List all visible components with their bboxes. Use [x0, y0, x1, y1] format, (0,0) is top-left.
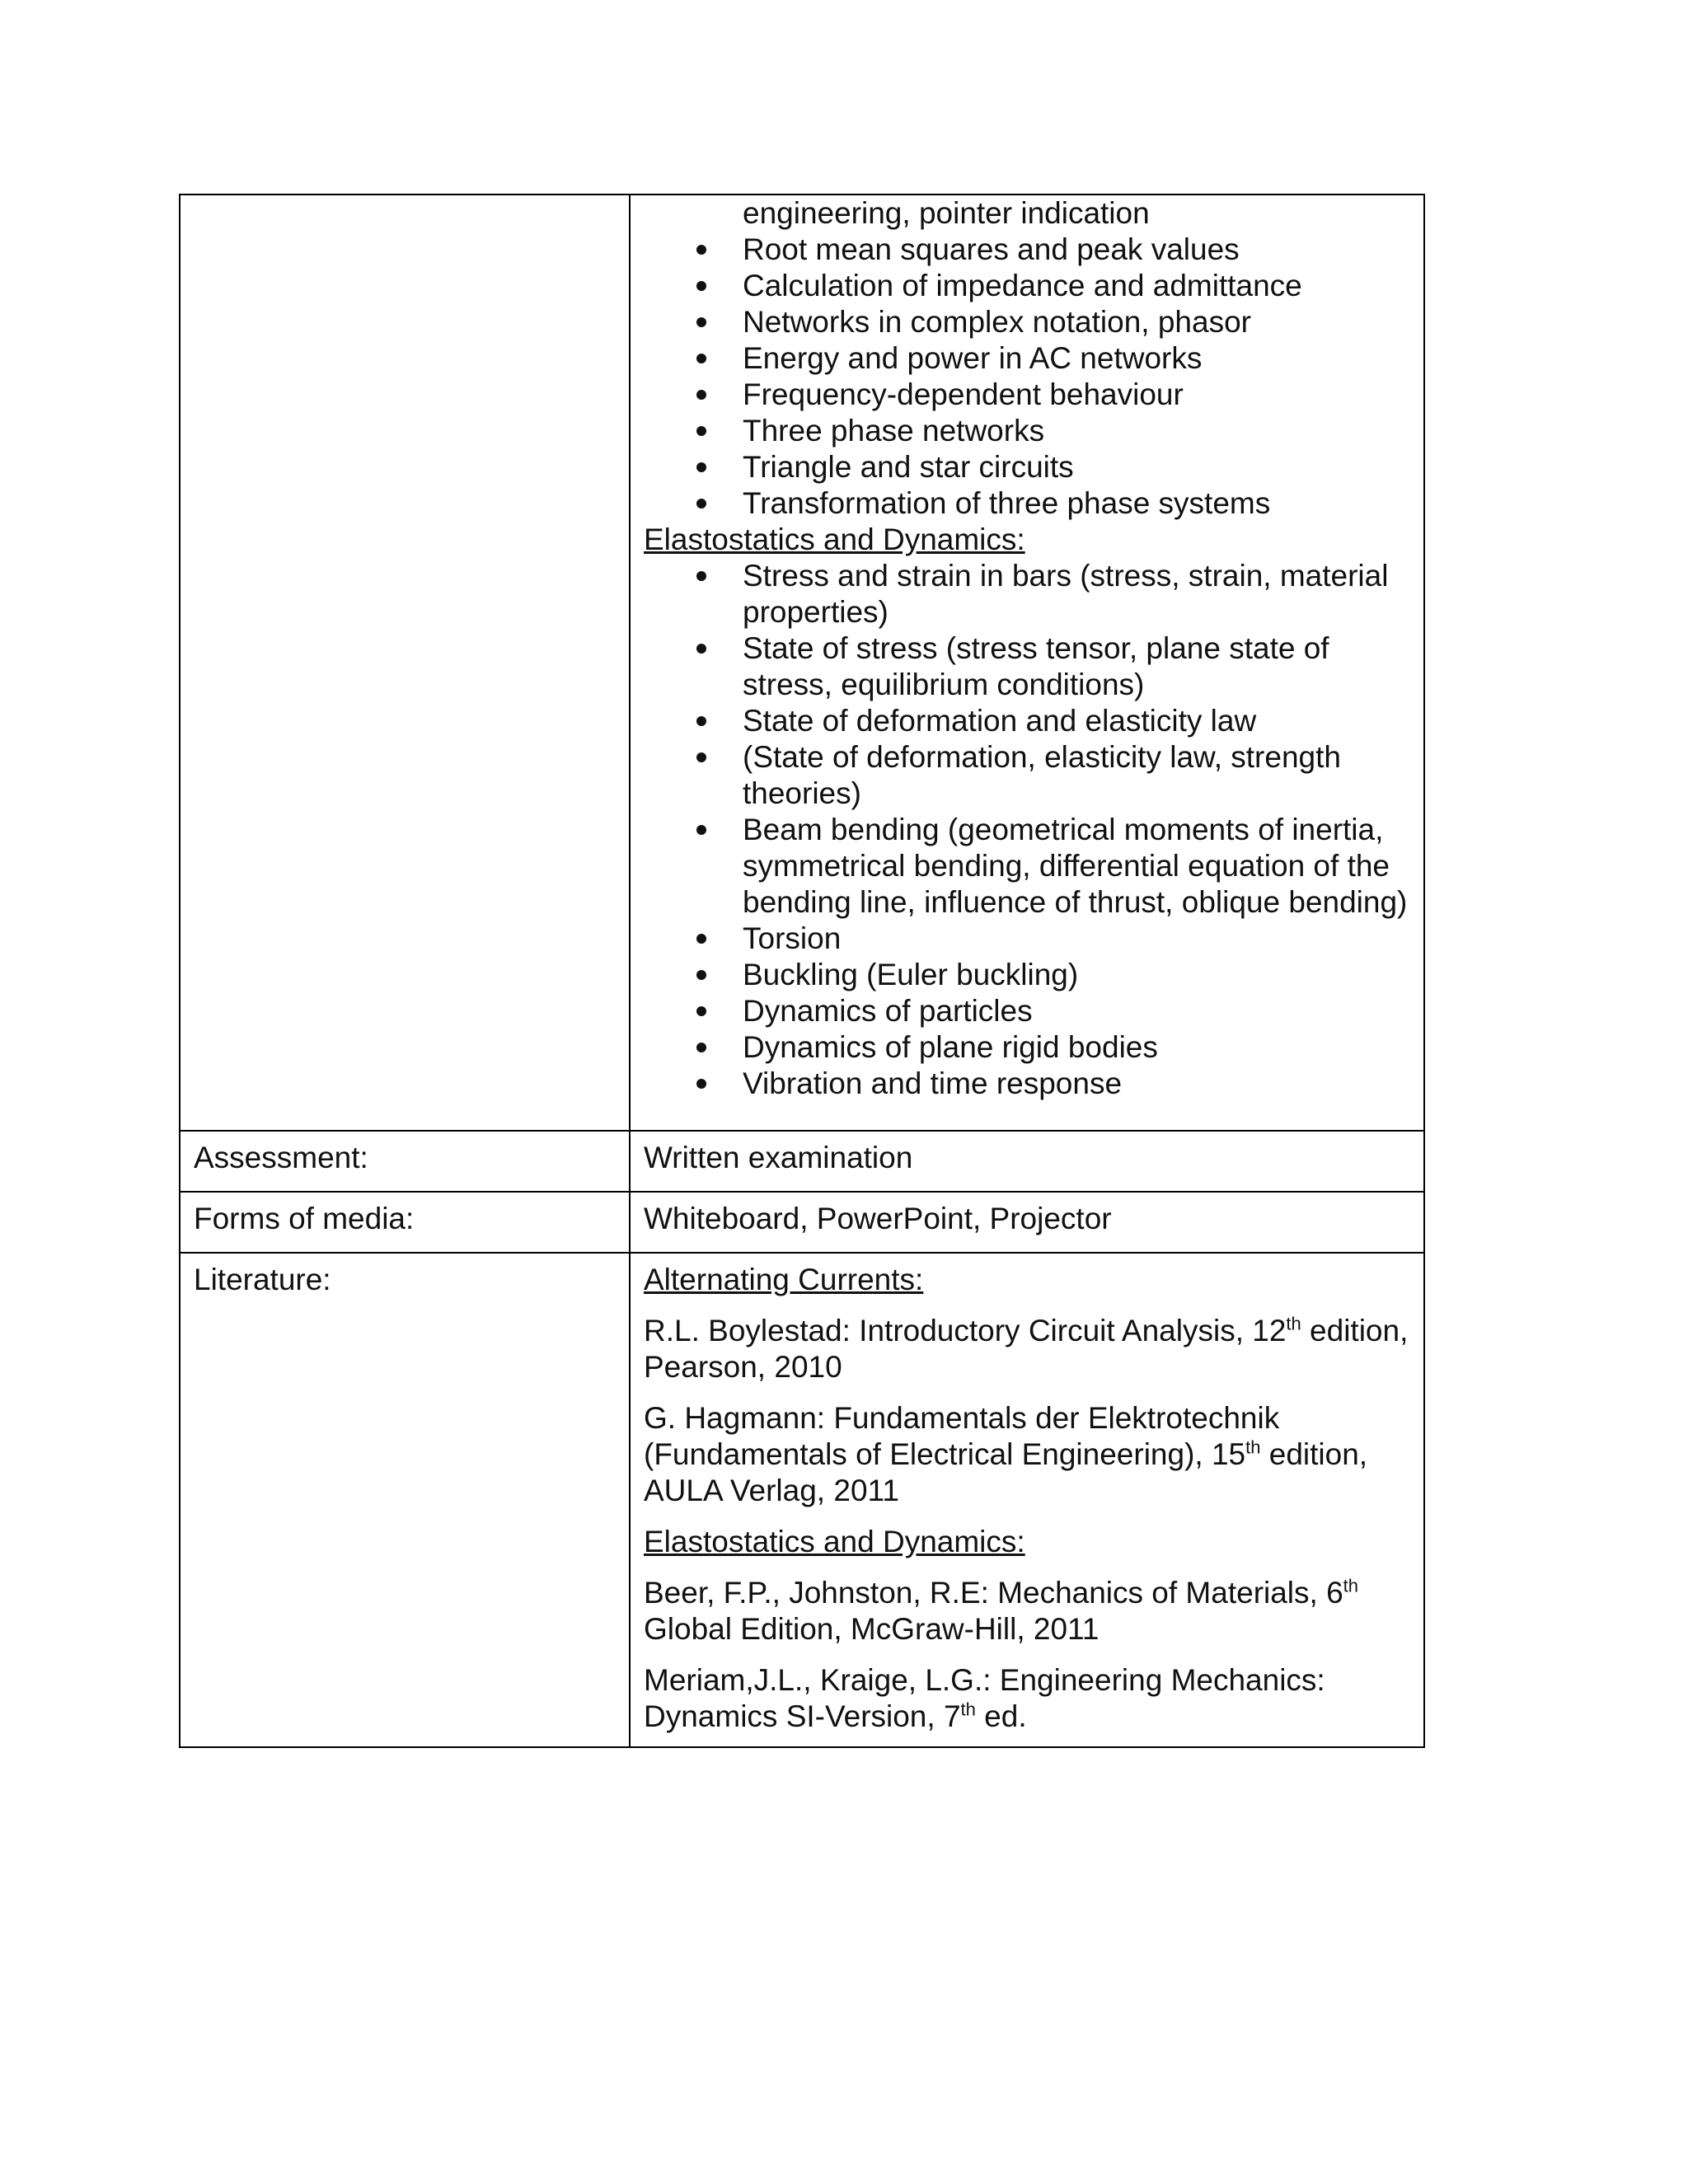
elastostatics-topic-list [644, 558, 1409, 1102]
literature-ac-heading: Alternating Currents: [644, 1263, 924, 1296]
media-label: Forms of media: [180, 1192, 630, 1253]
bullet-icon [696, 1079, 706, 1089]
bullet-icon [696, 970, 706, 980]
list-item: Buckling (Euler buckling) [743, 957, 1409, 993]
assessment-value: Written examination [630, 1131, 1424, 1192]
list-item: Energy and power in AC networks [743, 340, 1409, 377]
literature-reference: Meriam,J.L., Kraige, L.G.: Engineering Mechanics: Dynamics SI-Version, 7th ed. [644, 1663, 1325, 1733]
literature-elastostatics-heading: Elastostatics and Dynamics: [644, 1525, 1025, 1558]
bullet-icon [696, 934, 706, 944]
list-item: Calculation of impedance and admittance [743, 268, 1409, 304]
list-item: Torsion [743, 921, 1409, 957]
bullet-icon [696, 644, 706, 654]
bullet-icon [696, 390, 706, 400]
assessment-row [180, 1131, 1424, 1192]
content-row [180, 194, 1424, 1131]
bullet-icon [696, 462, 706, 472]
media-row [180, 1192, 1424, 1253]
list-item: Dynamics of plane rigid bodies [743, 1029, 1409, 1066]
list-item: Stress and strain in bars (stress, strain, material properties) [743, 558, 1409, 630]
module-table [179, 194, 1425, 1748]
bullet-icon [696, 245, 706, 255]
bullet-icon [696, 716, 706, 726]
list-item: State of deformation and elasticity law [743, 703, 1409, 739]
bullet-icon [696, 571, 706, 581]
list-item: (State of deformation, elasticity law, strength theories) [743, 739, 1409, 812]
bullet-icon [696, 426, 706, 436]
ac-topic-list [644, 232, 1409, 522]
bullet-icon [696, 354, 706, 363]
bullet-icon [696, 1043, 706, 1052]
literature-cell [630, 1253, 1424, 1747]
list-item: Networks in complex notation, phasor [743, 304, 1409, 340]
list-item: Triangle and star circuits [743, 449, 1409, 485]
list-item: Three phase networks [743, 413, 1409, 449]
list-item: Root mean squares and peak values [743, 232, 1409, 268]
list-item: Beam bending (geometrical moments of inertia, symmetrical bending, differential equation of the bending line, influence of thrust, oblique bending) [743, 812, 1409, 921]
media-value: Whiteboard, PowerPoint, Projector [630, 1192, 1424, 1253]
bullet-icon [696, 752, 706, 762]
list-item: Vibration and time response [743, 1066, 1409, 1102]
list-item: Frequency-dependent behaviour [743, 377, 1409, 413]
literature-reference: Beer, F.P., Johnston, R.E: Mechanics of Materials, 6th Global Edition, McGraw-Hill, 2011 [644, 1575, 1359, 1646]
bullet-icon [696, 499, 706, 509]
elastostatics-heading: Elastostatics and Dynamics: [644, 523, 1025, 556]
content-label-cell [180, 194, 630, 1131]
literature-reference: G. Hagmann: Fundamentals der Elektrotechnik (Fundamentals of Electrical Engineering), 15th edition, AULA Verlag, 2011 [644, 1401, 1368, 1507]
bullet-icon [696, 825, 706, 835]
literature-label: Literature: [180, 1253, 630, 1747]
continued-line: engineering, pointer indication [743, 196, 1150, 230]
assessment-label: Assessment: [180, 1131, 630, 1192]
literature-row [180, 1253, 1424, 1747]
list-item: State of stress (stress tensor, plane state of stress, equilibrium conditions) [743, 630, 1409, 703]
bullet-icon [696, 1006, 706, 1016]
bullet-icon [696, 317, 706, 327]
literature-reference: R.L. Boylestad: Introductory Circuit Analysis, 12th edition, Pearson, 2010 [644, 1313, 1409, 1384]
list-item: Dynamics of particles [743, 993, 1409, 1029]
bullet-icon [696, 281, 706, 291]
list-item: Transformation of three phase systems [743, 485, 1409, 522]
content-cell [630, 194, 1424, 1131]
